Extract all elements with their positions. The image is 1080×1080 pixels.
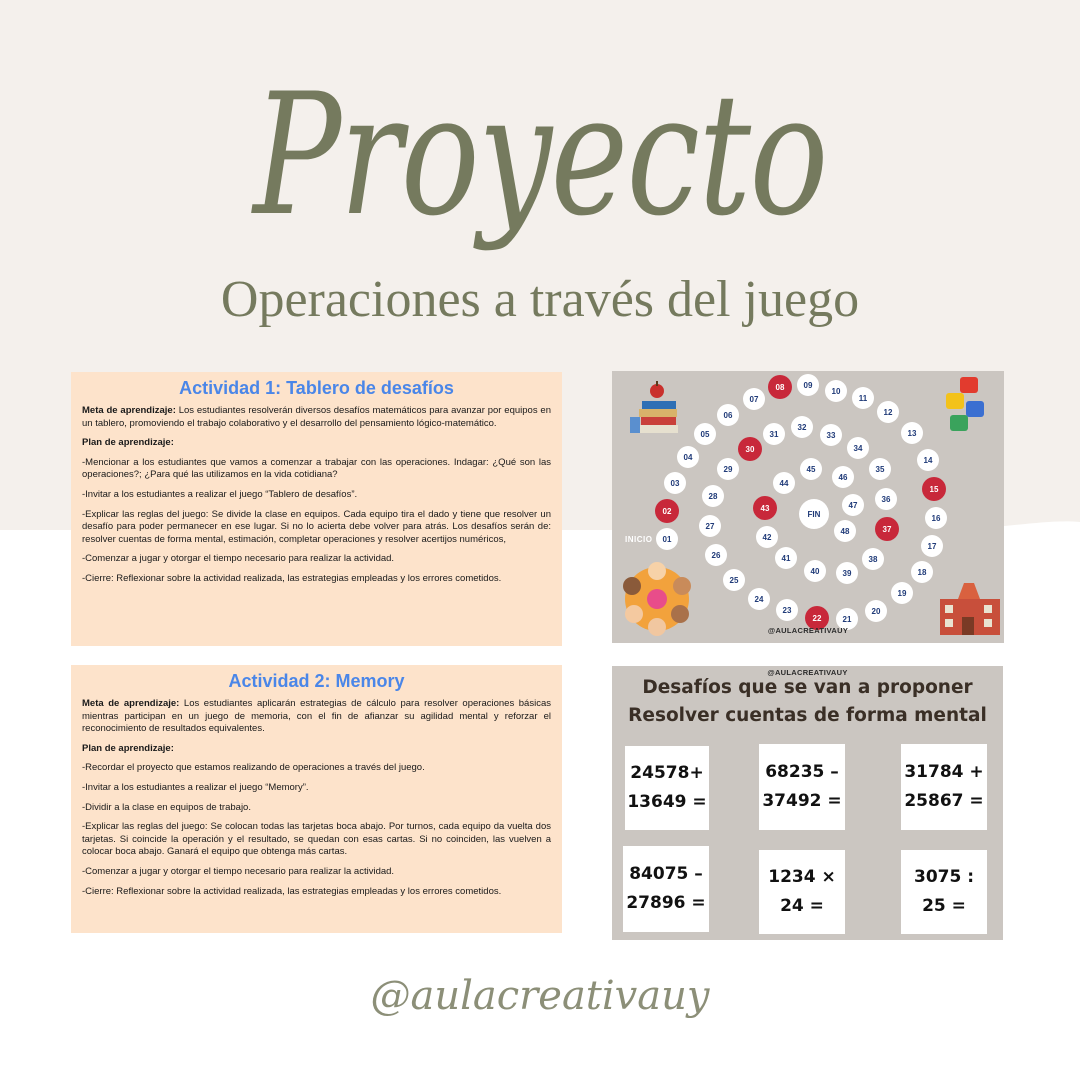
puzzle-icon	[946, 377, 984, 431]
footer-handle: @aulacreativauy	[370, 973, 710, 1019]
card-line: 13649 =	[627, 792, 707, 812]
challenge-card	[625, 746, 709, 830]
board-cell	[832, 466, 854, 488]
activity1-step: -Cierre: Reflexionar sobre la actividad realizada, las estrategias empleadas y los errores cometidos.	[82, 572, 502, 584]
board-cell-number: 31	[769, 430, 779, 439]
board-cell	[836, 562, 858, 584]
board-start-label: INICIO	[625, 535, 653, 544]
activity1-plan-heading: Plan de aprendizaje:	[82, 437, 174, 449]
card-line: 37492 =	[762, 791, 842, 811]
board-cell-number: 18	[917, 568, 927, 577]
card-line: 24578+	[630, 763, 704, 783]
board-cell	[800, 458, 822, 480]
activity1-step: -Comenzar a jugar y otorgar el tiempo necesario para realizar la actividad.	[82, 553, 395, 565]
books-apple-icon	[630, 381, 678, 433]
board-cell	[820, 424, 842, 446]
activity2-step: -Invitar a los estudiantes a realizar el juego “Memory”.	[82, 781, 309, 793]
board-cell-number: 14	[923, 456, 933, 465]
board-cell	[776, 599, 798, 621]
board-cell	[921, 535, 943, 557]
board-cell	[743, 388, 765, 410]
board-cell-number: 28	[708, 492, 718, 501]
board-cell	[702, 485, 724, 507]
board-cell	[723, 569, 745, 591]
board-cell-number: 37	[882, 525, 892, 534]
page-subtitle: Operaciones a través del juego	[220, 271, 860, 328]
page-title: Proyecto	[253, 57, 827, 253]
activity2-plan-heading: Plan de aprendizaje:	[82, 742, 174, 754]
board-cell	[768, 375, 792, 399]
board-cell	[834, 520, 856, 542]
board-cell-number: 23	[782, 606, 792, 615]
board-cell-number: 13	[907, 429, 917, 438]
board-cell	[925, 507, 947, 529]
board-cell	[847, 437, 869, 459]
board-cell	[717, 404, 739, 426]
board-cell-number: 47	[848, 501, 858, 510]
board-cell-number: 48	[840, 527, 850, 536]
card-line: 27896 =	[626, 893, 706, 913]
board-cell-number: 04	[683, 453, 693, 462]
activity1-title: Actividad 1: Tablero de desafíos	[179, 378, 454, 398]
board-cell	[775, 547, 797, 569]
activity1-meta-text: Los estudiantes resolverán diversos desafíos matemáticos para avanzar por equipos en un tablero, promoviendo el trabajo colaborativo y el desarrollo del pensamiento lógico-matemático.	[82, 405, 551, 429]
board-cell	[797, 374, 819, 396]
board-cell	[655, 499, 679, 523]
board-cell	[738, 437, 762, 461]
card-line: 25867 =	[904, 791, 984, 811]
activity1-step: -Mencionar a los estudiantes que vamos a comenzar a trabajar con las operaciones. Indagar: ¿Qué son las operaciones?; ¿Para qué las utilizamos en la vida cotidiana?	[82, 456, 551, 481]
board-cell	[748, 588, 770, 610]
board-cell	[656, 528, 678, 550]
board-cell-number: 43	[760, 504, 770, 513]
board-cell-number: 03	[670, 479, 680, 488]
board-cell-number: 08	[775, 383, 785, 392]
activity2-document	[71, 665, 562, 933]
board-cell-number: 33	[826, 431, 836, 440]
board-cell-number: 29	[723, 465, 733, 474]
board-finish-label: FIN	[807, 510, 821, 519]
board-cell	[677, 446, 699, 468]
board-cell	[875, 517, 899, 541]
activity2-meta-label: Meta de aprendizaje:	[82, 698, 180, 709]
activity2-step: -Explicar las reglas del juego: Se colocan todas las tarjetas boca abajo. Por turnos, cada equipo da vuelta dos tarjetas. Si coincide la operación y el resultado, se quedan con esas cartas. Si no coinciden, las vuelven a colocar boca abajo. Ganará el equipo que obtenga más cartas.	[82, 821, 551, 858]
board-cell-number: 25	[729, 576, 739, 585]
board-cell	[791, 416, 813, 438]
activity1-plan-label	[82, 437, 551, 450]
activity2-title: Actividad 2: Memory	[228, 671, 405, 691]
board-cell	[756, 526, 778, 548]
activity1-step: -Invitar a los estudiantes a realizar el juego “Tablero de desafíos”.	[82, 488, 358, 500]
board-cell	[922, 477, 946, 501]
card-line: 25 =	[922, 896, 966, 916]
card-line: 31784 +	[904, 762, 984, 782]
challenges-title: Desafíos que se van a proponer	[642, 677, 973, 698]
card-line: 3075 :	[913, 867, 975, 887]
board-cell-number: 32	[797, 423, 807, 432]
board-cell	[825, 380, 847, 402]
activity1-meta	[82, 405, 551, 430]
board-cell	[862, 548, 884, 570]
board-cell-number: 41	[781, 554, 791, 563]
board-cell-number: 44	[779, 479, 789, 488]
board-cell-number: 16	[931, 514, 941, 523]
board-cell-number: 21	[842, 615, 852, 624]
board-cell	[773, 472, 795, 494]
board-cell-number: 35	[875, 465, 885, 474]
board-cell	[705, 544, 727, 566]
board-cell-number: 09	[803, 381, 813, 390]
board-cell	[865, 600, 887, 622]
activity2-meta-text: Los estudiantes aplicarán estrategias de cálculo para resolver operaciones básicas mientras participan en un juego de memoria, con el fin de afianzar su agilidad mental y reforzar el reconocimiento de resultados equivalentes.	[82, 698, 551, 735]
board-cell	[875, 488, 897, 510]
board-cell	[869, 458, 891, 480]
board-cell	[694, 423, 716, 445]
challenge-card	[901, 850, 987, 934]
board-cell-number: 20	[871, 607, 881, 616]
board-cell-number: 12	[883, 408, 893, 417]
board-cell-number: 27	[705, 522, 715, 531]
card-line: 84075 –	[629, 864, 703, 884]
board-cell-number: 06	[723, 411, 733, 420]
challenges-subtitle: Resolver cuentas de forma mental	[628, 705, 987, 726]
activity1-document	[71, 372, 562, 646]
board-cell-number: 36	[881, 495, 891, 504]
board-cell-number: 22	[812, 614, 822, 623]
board-cell-number: 02	[662, 507, 672, 516]
board-cell-number: 01	[662, 535, 672, 544]
children-icon	[623, 562, 691, 636]
board-game-image	[612, 371, 1004, 643]
board-cell	[852, 387, 874, 409]
board-cell-number: 17	[927, 542, 937, 551]
card-line: 1234 ×	[768, 867, 836, 887]
board-cell	[917, 449, 939, 471]
activity2-step: -Cierre: Reflexionar sobre la actividad realizada, las estrategias empleadas y los errores cometidos.	[82, 885, 502, 897]
board-cell-number: 26	[711, 551, 721, 560]
board-cell	[717, 458, 739, 480]
board-cell	[877, 401, 899, 423]
card-line: 68235 –	[765, 762, 839, 782]
board-cell	[753, 496, 777, 520]
board-cell-number: 10	[831, 387, 841, 396]
board-cell-number: 34	[853, 444, 863, 453]
activity2-step: -Recordar el proyecto que estamos realizando de operaciones a través del juego.	[82, 762, 425, 774]
board-cell-number: 39	[842, 569, 852, 578]
board-cell-number: 05	[700, 430, 710, 439]
board-cell-number: 45	[806, 465, 816, 474]
board-cell	[911, 561, 933, 583]
board-cell	[699, 515, 721, 537]
challenge-card	[623, 846, 709, 932]
board-finish-cell	[799, 499, 829, 529]
board-cell	[842, 494, 864, 516]
challenge-card	[759, 850, 845, 934]
card-line: 24 =	[780, 896, 824, 916]
activity2-step: -Dividir a la clase en equipos de trabajo.	[82, 801, 251, 813]
board-cell-number: 07	[749, 395, 759, 404]
activity2-plan-label	[82, 743, 551, 756]
board-cell	[664, 472, 686, 494]
board-cell-number: 19	[897, 589, 907, 598]
activity1-step: -Explicar las reglas del juego: Se divide la clase en equipos. Cada equipo tira el dado y tiene que resolver un desafío para poder permanecer en ese lugar. Si no lo acierta debe volver para atrás. Los desafíos serán de: resolver cuentas de forma mental, estimación, completar operaciones y resolver acertijos numéricos,	[82, 508, 551, 545]
board-cell-number: 24	[754, 595, 764, 604]
challenges-panel	[612, 666, 1003, 940]
board-handle: @AULACREATIVAUY	[767, 626, 849, 635]
board-cell	[804, 560, 826, 582]
board-cell	[901, 422, 923, 444]
board-cell-number: 15	[929, 485, 939, 494]
board-game-graphic	[612, 371, 1004, 643]
challenges-handle: @AULACREATIVAUY	[767, 668, 848, 677]
board-cell-number: 30	[745, 445, 755, 454]
board-cell-number: 38	[868, 555, 878, 564]
challenge-card	[759, 744, 845, 830]
activity2-meta	[82, 698, 551, 736]
activity2-step: -Comenzar a jugar y otorgar el tiempo necesario para realizar la actividad.	[82, 865, 395, 877]
challenge-card	[901, 744, 987, 830]
board-cell	[763, 423, 785, 445]
board-cell	[891, 582, 913, 604]
board-cell-number: 40	[810, 567, 820, 576]
board-cell-number: 46	[838, 473, 848, 482]
activity1-meta-label: Meta de aprendizaje:	[82, 405, 176, 416]
board-cell-number: 42	[762, 533, 772, 542]
board-cell-number: 11	[858, 394, 868, 403]
